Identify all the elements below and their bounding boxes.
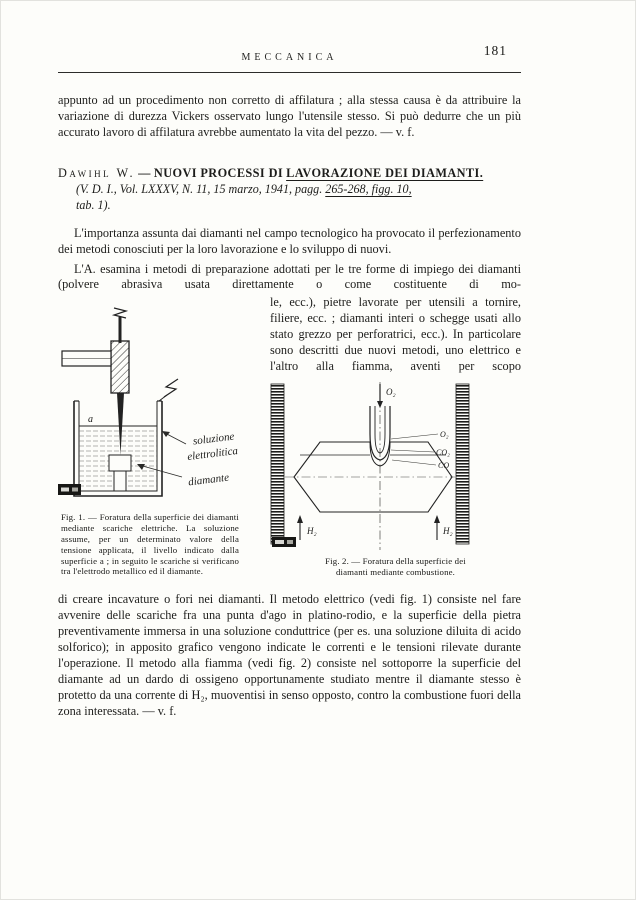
figure1-drawing: [58, 305, 248, 505]
figure1-column: [58, 295, 270, 577]
reference-pages: 265-268, figg. 10,: [325, 181, 412, 196]
paragraph-3: di creare incavature o fori nei diamanti. Il metodo elettrico (vedi fig. 1) consiste nel fare avvenire delle scariche fra una punta d'ago in platino-rodio, e la superficie della pietra preventivamente immersa in una soluzione conduttrice (per es. una soluzione diluita di acido solforico); in apposito grafico vengono indicate le correnti e le tensioni rilevate durante l'operazione. Il metodo alla fiamma (vedi fig. 2) consiste nel sottoporre la superficie del diamante ad un dardo di ossigeno opportunamente studiato mentre il diamante stesso è protetto da una corrente di H₂, muoventisi in senso opposto, contro la combustione fuori della zona interessata. — v. f.: [58, 592, 521, 718]
solution-label-line2: elettrolitica: [186, 445, 239, 464]
hydrogen-left-label: H₂: [307, 525, 317, 536]
figure2-drawing: [270, 382, 470, 550]
diamond-label: diamante: [187, 471, 230, 489]
tank-terminal-clip-icon: [159, 379, 178, 401]
paragraph-2-continued: le, ecc.), pietre lavorate per utensili a tornire, filiere, ecc. ; diamanti interi o schegge usati allo stato grezzo per perforatrici, ecc.). In particolare sono descritti due nuovi metodi, uno elettrico e l'altro alla fiamma, aventi per scopo: [270, 295, 521, 373]
reference-source: (V. D. I., Vol. LXXXV, N. 11, 15 marzo, 1941, pagg.: [76, 181, 326, 196]
reference-tab: tab. 1).: [76, 197, 111, 212]
chamber-wall-right: [456, 384, 469, 544]
article-title-line: [58, 165, 521, 181]
library-stamp: [58, 484, 81, 495]
text-column: [270, 295, 521, 577]
gas-leader-lines: [391, 434, 438, 465]
paragraph-2: L'A. esamina i metodi di preparazione adottati per le tre forme di impiego dei diamanti (polvere abrasiva usata direttamente o come costituente di mo-: [58, 261, 521, 292]
figure2-caption-line2: diamanti mediante combustione.: [335, 566, 456, 577]
article-heading: [58, 165, 521, 213]
hydrogen-arrow-right: [434, 515, 440, 540]
carbon-monoxide-label: CO: [438, 460, 450, 470]
hydrogen-right-label: H₂: [443, 525, 453, 536]
hydrogen-arrow-left: [297, 515, 303, 540]
article-author: Dawihl W.: [58, 165, 136, 180]
carbon-dioxide-label: CO₂: [436, 447, 450, 457]
figure2-caption-line1: Fig. 2. — Foratura della superficie dei: [325, 555, 466, 566]
article-title-part1: NUOVI PROCESSI DI: [153, 165, 284, 180]
electrode-clamp: [62, 341, 129, 393]
oxygen-inlet-arrow: [377, 384, 383, 408]
title-dash: —: [138, 165, 151, 180]
figure-text-columns: [58, 295, 521, 577]
header-rule: [58, 72, 521, 73]
diamond-sample: [109, 455, 131, 491]
paragraph-1: L'importanza assunta dai diamanti nel campo tecnologico ha provocato il perfezionamento dei metodi conosciuti per la loro lavorazione e lo sviluppo di nuovi.: [58, 225, 521, 256]
electrode-terminal-top-icon: [114, 308, 126, 343]
article-title-part2: LAVORAZIONE DEI DIAMANTI.: [286, 165, 484, 180]
solution-label-line1: soluzione: [192, 430, 235, 448]
chamber-wall-left: [271, 384, 284, 544]
journal-title: MECCANICA: [241, 52, 338, 63]
intro-paragraph: appunto ad un procedimento non corretto di affilatura ; alla stessa causa è da attribuire la variazione di durezza Vickers osservato lungo l'utensile stesso. Si può dedurre che un più accurato lavoro di affilatura avrebbe aumentato la vita del pezzo. — v. f.: [58, 93, 521, 139]
page-header: [58, 1, 521, 65]
figure2-caption: [270, 556, 521, 578]
figure1-caption: Fig. 1. — Foratura della superficie dei diamanti mediante scariche elettriche. La soluzione assume, per un determinato valore della tensione applicata, il livello indicato dalla superficie a ; in seguito le scariche si verificano tra l'elettrodo metallico ed il diamante.: [61, 512, 239, 577]
oxygen-inlet-label: O₂: [386, 386, 396, 397]
liquid-level-label: a: [88, 414, 93, 426]
article-reference: [76, 181, 521, 213]
page-number: 181: [483, 43, 507, 58]
oxygen-layer-label: O₂: [440, 429, 449, 439]
library-stamp: [272, 537, 296, 547]
page-content: [58, 1, 521, 720]
